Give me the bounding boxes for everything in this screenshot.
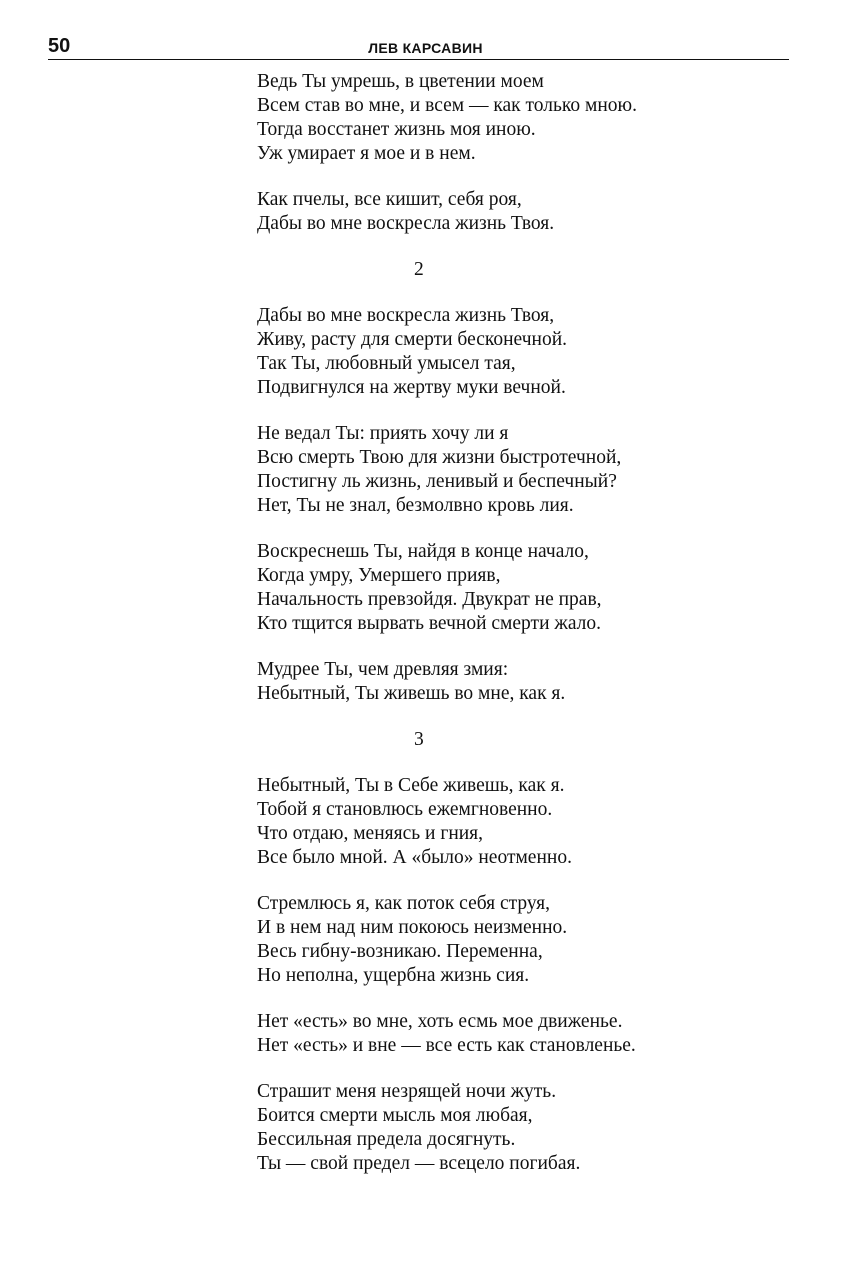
verse-line: Дабы во мне воскресла жизнь Твоя,: [257, 305, 555, 326]
stanza: [257, 188, 797, 236]
verse-line: Стремлюсь я, как поток себя струя,: [257, 893, 551, 914]
header-rule: [48, 59, 789, 60]
verse-line: Начальность превзойдя. Двукрат не прав,: [257, 589, 602, 610]
verse-line: Весь гибну-возникаю. Переменна,: [257, 941, 543, 962]
verse-line: Когда умру, Умершего прияв,: [257, 565, 501, 586]
stanza: [257, 658, 797, 706]
running-head: ЛЕВ КАРСАВИН: [368, 40, 483, 56]
verse-line: Мудрее Ты, чем древляя змия:: [257, 659, 509, 680]
verse-line: Дабы во мне воскресла жизнь Твоя.: [257, 213, 555, 234]
verse-line: Так Ты, любовный умысел тая,: [257, 353, 516, 374]
verse-line: Постигну ль жизнь, ленивый и беспечный?: [257, 471, 617, 492]
verse-line: Ведь Ты умрешь, в цветении моем: [257, 71, 544, 92]
verse-line: Нет «есть» и вне — все есть как становленье.: [257, 1035, 636, 1056]
verse-line: Ты — свой предел — всецело погибая.: [257, 1153, 581, 1174]
verse-line: Тогда восстанет жизнь моя иною.: [257, 119, 536, 140]
stanza: [257, 1010, 797, 1058]
verse-line: Страшит меня незрящей ночи жуть.: [257, 1081, 557, 1102]
verse-line: Всю смерть Твою для жизни быстротечной,: [257, 447, 622, 468]
stanza: [257, 892, 797, 988]
verse-line: Подвигнулся на жертву муки вечной.: [257, 377, 566, 398]
verse-line: Живу, расту для смерти бесконечной.: [257, 329, 568, 350]
verse-line: Бессильная предела досягнуть.: [257, 1129, 516, 1150]
verse-line: Всем став во мне, и всем — как только мною.: [257, 95, 637, 116]
verse-line: Нет «есть» во мне, хоть есмь мое движенье.: [257, 1011, 623, 1032]
stanza: [257, 774, 797, 870]
stanza: [257, 540, 797, 636]
verse-line: Уж умирает я мое и в нем.: [257, 143, 476, 164]
verse-line: Нет, Ты не знал, безмолвно кровь лия.: [257, 495, 574, 516]
verse-line: Тобой я становлюсь ежемгновенно.: [257, 799, 553, 820]
verse-line: И в нем над ним покоюсь неизменно.: [257, 917, 568, 938]
stanza: [257, 422, 797, 518]
stanza: [257, 304, 797, 400]
verse-line: Кто тщится вырвать вечной смерти жало.: [257, 613, 602, 634]
verse-line: Но неполна, ущербна жизнь сия.: [257, 965, 530, 986]
verse-line: Все было мной. А «было» неотменно.: [257, 847, 572, 868]
verse-line: Не ведал Ты: приять хочу ли я: [257, 423, 509, 444]
section-number: 3: [414, 729, 424, 750]
verse-line: Воскреснешь Ты, найдя в конце начало,: [257, 541, 589, 562]
stanza: [257, 1080, 797, 1176]
poem-body: [257, 70, 797, 1176]
verse-line: Небытный, Ты в Себе живешь, как я.: [257, 775, 565, 796]
verse-line: Как пчелы, все кишит, себя роя,: [257, 189, 522, 210]
stanza: [257, 70, 797, 166]
verse-line: Что отдаю, меняясь и гния,: [257, 823, 484, 844]
section-number: 2: [414, 259, 424, 280]
page-number: 50: [48, 35, 71, 57]
verse-line: Боится смерти мысль моя любая,: [257, 1105, 533, 1126]
verse-line: Небытный, Ты живешь во мне, как я.: [257, 683, 566, 704]
